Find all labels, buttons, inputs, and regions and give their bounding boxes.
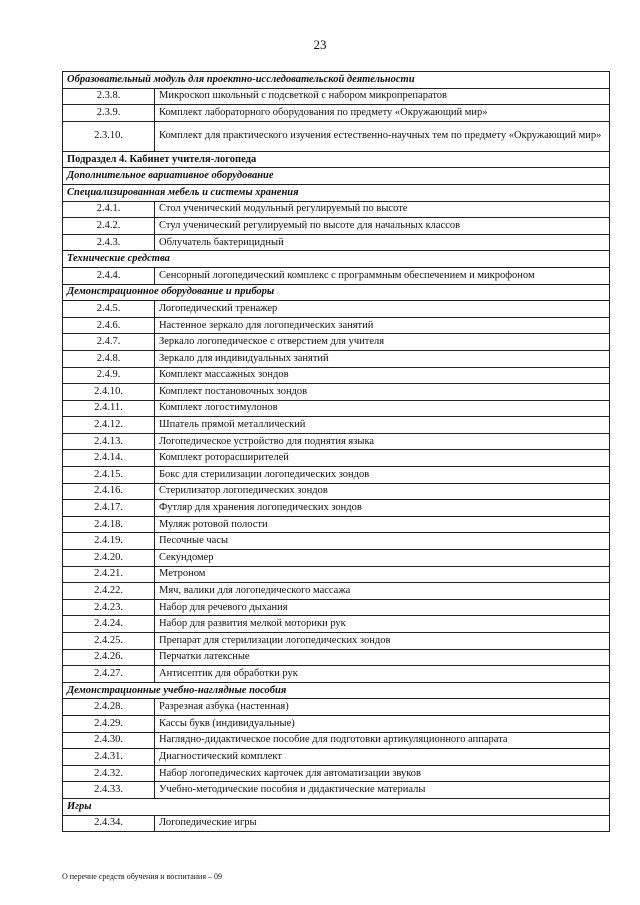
section-title: Дополнительное вариативное оборудование: [63, 168, 610, 185]
item-number: 2.3.8.: [63, 88, 155, 105]
item-name: Логопедический тренажер: [155, 301, 610, 318]
table-row: [63, 234, 610, 251]
table-row: [63, 516, 610, 533]
item-number: 2.4.16.: [63, 483, 155, 500]
item-number: 2.4.17.: [63, 500, 155, 517]
table-row: [63, 483, 610, 500]
item-name: Комплект логостимулонов: [155, 400, 610, 417]
item-number: 2.4.18.: [63, 516, 155, 533]
table-row: [63, 699, 610, 716]
footer-note: О перечне средств обучения и воспитания – 09: [62, 872, 222, 881]
table-row: [63, 218, 610, 235]
item-number: 2.4.10.: [63, 384, 155, 401]
item-number: 2.4.34.: [63, 815, 155, 832]
item-name: Антисептик для обработки рук: [155, 666, 610, 683]
table-row: [63, 583, 610, 600]
item-name: Секундомер: [155, 550, 610, 567]
section-header-row: [63, 251, 610, 268]
item-name: Комплект для практического изучения естественно-научных тем по предмету «Окружающий мир»: [155, 121, 610, 151]
item-number: 2.4.33.: [63, 782, 155, 799]
item-number: 2.4.14.: [63, 450, 155, 467]
item-name: Наглядно-дидактическое пособие для подготовки артикуляционного аппарата: [155, 732, 610, 749]
item-name: Комплект роторасширителей: [155, 450, 610, 467]
table-row: [63, 467, 610, 484]
table-row: [63, 599, 610, 616]
table-row: [63, 566, 610, 583]
item-name: Футляр для хранения логопедических зондов: [155, 500, 610, 517]
item-number: 2.4.4.: [63, 267, 155, 284]
section-title: Специализированная мебель и системы хранения: [63, 184, 610, 201]
item-name: Мяч, валики для логопедического массажа: [155, 583, 610, 600]
section-header-row: [63, 184, 610, 201]
page-number: 23: [313, 37, 327, 52]
item-name: Облучатель бактерицидный: [155, 234, 610, 251]
subsection-header-row: [63, 151, 610, 168]
item-number: 2.4.19.: [63, 533, 155, 550]
section-header-row: [63, 284, 610, 301]
item-number: 2.4.22.: [63, 583, 155, 600]
item-number: 2.4.2.: [63, 218, 155, 235]
item-number: 2.4.7.: [63, 334, 155, 351]
item-number: 2.4.29.: [63, 715, 155, 732]
section-header-row: [63, 168, 610, 185]
item-name: Шпатель прямой металлический: [155, 417, 610, 434]
item-name: Стул ученический регулируемый по высоте для начальных классов: [155, 218, 610, 235]
item-name: Микроскоп школьный с подсветкой с набором микропрепаратов: [155, 88, 610, 105]
table-row: [63, 201, 610, 218]
table-row: [63, 500, 610, 517]
equipment-table: [62, 71, 610, 832]
item-name: Логопедические игры: [155, 815, 610, 832]
table-body: [63, 72, 610, 832]
table-row: [63, 666, 610, 683]
item-name: Набор логопедических карточек для автоматизации звуков: [155, 765, 610, 782]
table-row: [63, 782, 610, 799]
item-number: 2.4.26.: [63, 649, 155, 666]
item-name: Препарат для стерилизации логопедических зондов: [155, 633, 610, 650]
item-name: Настенное зеркало для логопедических занятий: [155, 317, 610, 334]
table-row: [63, 433, 610, 450]
item-name: Комплект лабораторного оборудования по предмету «Окружающий мир»: [155, 105, 610, 122]
item-name: Диагностический комплект: [155, 749, 610, 766]
subsection-title: Подраздел 4. Кабинет учителя-логопеда: [63, 151, 610, 168]
item-number: 2.4.11.: [63, 400, 155, 417]
table-row: [63, 105, 610, 122]
item-name: Бокс для стерилизации логопедических зондов: [155, 467, 610, 484]
item-name: Метроном: [155, 566, 610, 583]
item-name: Комплект постановочных зондов: [155, 384, 610, 401]
item-name: Логопедическое устройство для поднятия языка: [155, 433, 610, 450]
table-row: [63, 267, 610, 284]
item-name: Разрезная азбука (настенная): [155, 699, 610, 716]
table-row: [63, 633, 610, 650]
item-name: Кассы букв (индивидуальные): [155, 715, 610, 732]
section-title: Технические средства: [63, 251, 610, 268]
table-row: [63, 367, 610, 384]
item-name: Стерилизатор логопедических зондов: [155, 483, 610, 500]
section-header-row: [63, 798, 610, 815]
section-header-row: [63, 72, 610, 89]
item-number: 2.4.8.: [63, 350, 155, 367]
item-number: 2.4.27.: [63, 666, 155, 683]
item-name: Набор для речевого дыхания: [155, 599, 610, 616]
section-title: Демонстрационное оборудование и приборы: [63, 284, 610, 301]
item-number: 2.4.13.: [63, 433, 155, 450]
item-number: 2.4.5.: [63, 301, 155, 318]
item-name: Перчатки латексные: [155, 649, 610, 666]
item-number: 2.4.6.: [63, 317, 155, 334]
section-title: Демонстрационные учебно-наглядные пособия: [63, 682, 610, 699]
table-row: [63, 715, 610, 732]
item-name: Учебно-методические пособия и дидактические материалы: [155, 782, 610, 799]
item-number: 2.4.31.: [63, 749, 155, 766]
table-row: [63, 417, 610, 434]
item-name: Стол ученический модульный регулируемый по высоте: [155, 201, 610, 218]
item-name: Набор для развития мелкой моторики рук: [155, 616, 610, 633]
table-row: [63, 400, 610, 417]
item-number: 2.4.20.: [63, 550, 155, 567]
item-number: 2.4.12.: [63, 417, 155, 434]
table-row: [63, 350, 610, 367]
item-number: 2.4.9.: [63, 367, 155, 384]
item-number: 2.4.21.: [63, 566, 155, 583]
section-header-row: [63, 682, 610, 699]
section-title: Образовательный модуль для проектно-исследовательской деятельности: [63, 72, 610, 89]
item-number: 2.4.24.: [63, 616, 155, 633]
item-number: 2.4.30.: [63, 732, 155, 749]
item-number: 2.4.28.: [63, 699, 155, 716]
item-number: 2.4.3.: [63, 234, 155, 251]
table-row: [63, 121, 610, 151]
item-name: Сенсорный логопедический комплекс с программным обеспечением и микрофоном: [155, 267, 610, 284]
table-row: [63, 815, 610, 832]
item-name: Песочные часы: [155, 533, 610, 550]
table-row: [63, 732, 610, 749]
item-number: 2.4.15.: [63, 467, 155, 484]
table-row: [63, 550, 610, 567]
table-row: [63, 301, 610, 318]
table-row: [63, 450, 610, 467]
table-row: [63, 533, 610, 550]
item-name: Комплект массажных зондов: [155, 367, 610, 384]
table-row: [63, 765, 610, 782]
table-row: [63, 88, 610, 105]
table-row: [63, 384, 610, 401]
table-row: [63, 749, 610, 766]
table-row: [63, 334, 610, 351]
item-number: 2.3.9.: [63, 105, 155, 122]
item-name: Зеркало логопедическое с отверстием для учителя: [155, 334, 610, 351]
table-row: [63, 616, 610, 633]
table-row: [63, 649, 610, 666]
section-title: Игры: [63, 798, 610, 815]
item-number: 2.4.25.: [63, 633, 155, 650]
item-number: 2.4.32.: [63, 765, 155, 782]
item-number: 2.3.10.: [63, 121, 155, 151]
item-name: Зеркало для индивидуальных занятий: [155, 350, 610, 367]
table-row: [63, 317, 610, 334]
item-number: 2.4.23.: [63, 599, 155, 616]
item-name: Муляж ротовой полости: [155, 516, 610, 533]
item-number: 2.4.1.: [63, 201, 155, 218]
